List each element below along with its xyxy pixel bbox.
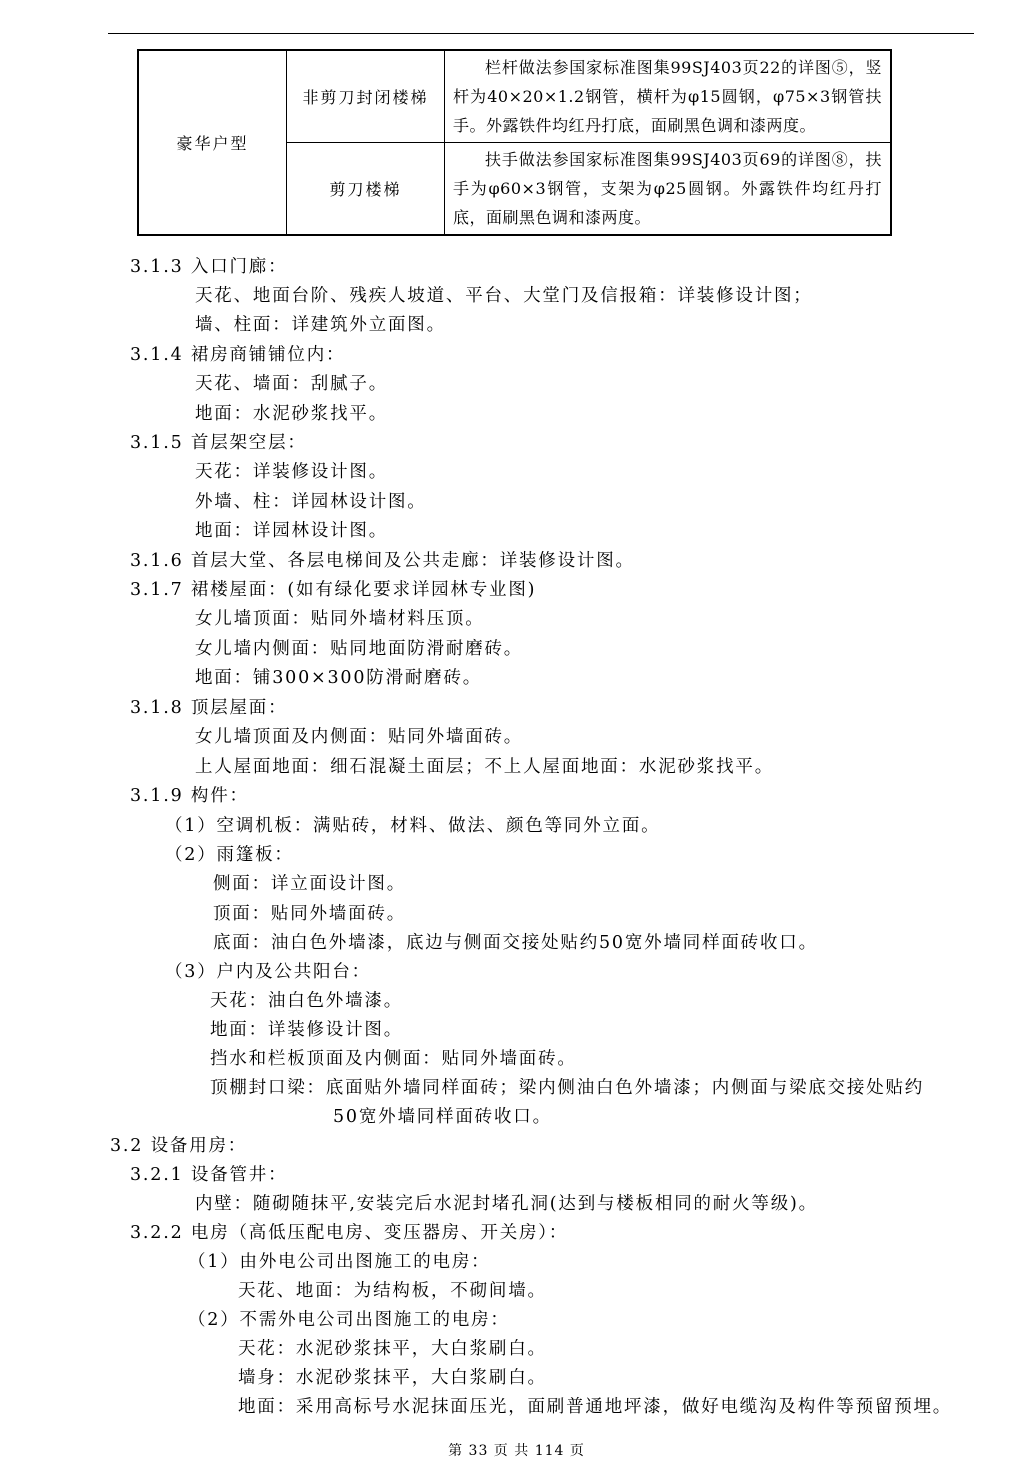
table-row xyxy=(138,50,891,143)
text-line: 顶棚封口梁：底面贴外墙同样面砖；梁内侧油白色外墙漆；内侧面与梁底交接处贴约 xyxy=(210,1078,925,1098)
handrail-description: 扶手做法参国家标准图集99SJ403页69的详图⑧，扶手为φ60×3钢管，支架为φ25圆钢。外露铁件均红丹打底，面刷黑色调和漆两度。 xyxy=(453,150,882,227)
text-line: 地面：采用高标号水泥抹面压光，面刷普通地坪漆，做好电缆沟及构件等预留预埋。 xyxy=(238,1397,953,1417)
text-line: 天花、墙面：刮腻子。 xyxy=(195,374,388,394)
text-line: （1）由外电公司出图施工的电房： xyxy=(188,1252,491,1272)
text-line: 底面：油白色外墙漆，底边与侧面交接处贴约50宽外墙同样面砖收口。 xyxy=(213,933,818,953)
text-line: （2）不需外电公司出图施工的电房： xyxy=(188,1310,510,1330)
text-line: 3.2.2 电房（高低压配电房、变压器房、开关房）： xyxy=(130,1223,569,1243)
text-line: （1）空调机板：满贴砖，材料、做法、颜色等同外立面。 xyxy=(165,816,661,836)
stair-type-cell: 非剪刀封闭楼梯 xyxy=(287,50,445,143)
text-line: （2）雨篷板： xyxy=(165,845,294,865)
text-line: 内壁：随砌随抹平,安装完后水泥封堵孔洞(达到与楼板相同的耐火等级)。 xyxy=(195,1194,818,1214)
text-line: 上人屋面地面：细石混凝土面层；不上人屋面地面：水泥砂浆找平。 xyxy=(195,757,774,777)
text-line: 3.2 设备用房： xyxy=(110,1136,248,1156)
text-line: 天花：水泥砂浆抹平，大白浆刷白。 xyxy=(238,1339,547,1359)
railing-description-cell xyxy=(445,143,892,236)
text-line: 地面：铺300×300防滑耐磨砖。 xyxy=(195,668,483,688)
text-line: 3.1.8 顶层屋面： xyxy=(130,698,288,718)
stair-type-cell: 剪刀楼梯 xyxy=(287,143,445,236)
text-line: （3）户内及公共阳台： xyxy=(165,962,371,982)
text-line: 墙身：水泥砂浆抹平，大白浆刷白。 xyxy=(238,1368,547,1388)
text-line: 3.1.3 入口门廊： xyxy=(130,257,288,277)
text-line: 地面：详装修设计图。 xyxy=(210,1020,403,1040)
text-line: 3.1.6 首层大堂、各层电梯间及公共走廊：详装修设计图。 xyxy=(130,551,635,571)
header-rule xyxy=(108,33,974,34)
text-line: 顶面：贴同外墙面砖。 xyxy=(213,904,406,924)
text-line: 50宽外墙同样面砖收口。 xyxy=(333,1107,552,1127)
unit-type-cell: 豪华户型 xyxy=(138,50,287,235)
text-line: 女儿墙顶面：贴同外墙材料压顶。 xyxy=(195,609,485,629)
text-line: 3.1.4 裙房商铺铺位内： xyxy=(130,345,346,365)
text-line: 3.1.9 构件： xyxy=(130,786,249,806)
railing-description-cell xyxy=(445,50,892,143)
text-line: 地面：详园林设计图。 xyxy=(195,521,388,541)
text-line: 3.2.1 设备管井： xyxy=(130,1165,288,1185)
text-line: 墙、柱面：详建筑外立面图。 xyxy=(195,315,446,335)
text-line: 侧面：详立面设计图。 xyxy=(213,874,406,894)
text-line: 地面：水泥砂浆找平。 xyxy=(195,404,388,424)
text-line: 天花：详装修设计图。 xyxy=(195,462,388,482)
text-line: 天花：油白色外墙漆。 xyxy=(210,991,403,1011)
text-line: 天花、地面台阶、残疾人坡道、平台、大堂门及信报箱：详装修设计图； xyxy=(195,286,813,306)
text-line: 3.1.7 裙楼屋面：(如有绿化要求详园林专业图) xyxy=(130,580,537,600)
text-line: 外墙、柱：详园林设计图。 xyxy=(195,492,427,512)
text-line: 女儿墙内侧面：贴同地面防滑耐磨砖。 xyxy=(195,639,524,659)
stair-railing-table xyxy=(137,49,892,236)
text-line: 3.1.5 首层架空层： xyxy=(130,433,307,453)
railing-description: 栏杆做法参国家标准图集99SJ403页22的详图⑤，竖杆为40×20×1.2钢管，横杆为φ15圆钢，φ75×3钢管扶手。外露铁件均红丹打底，面刷黑色调和漆两度。 xyxy=(453,58,882,135)
page-footer: 第 33 页 共 114 页 xyxy=(448,1443,585,1459)
text-line: 挡水和栏板顶面及内侧面：贴同外墙面砖。 xyxy=(210,1049,577,1069)
text-line: 天花、地面：为结构板，不砌间墙。 xyxy=(238,1281,547,1301)
text-line: 女儿墙顶面及内侧面：贴同外墙面砖。 xyxy=(195,727,524,747)
